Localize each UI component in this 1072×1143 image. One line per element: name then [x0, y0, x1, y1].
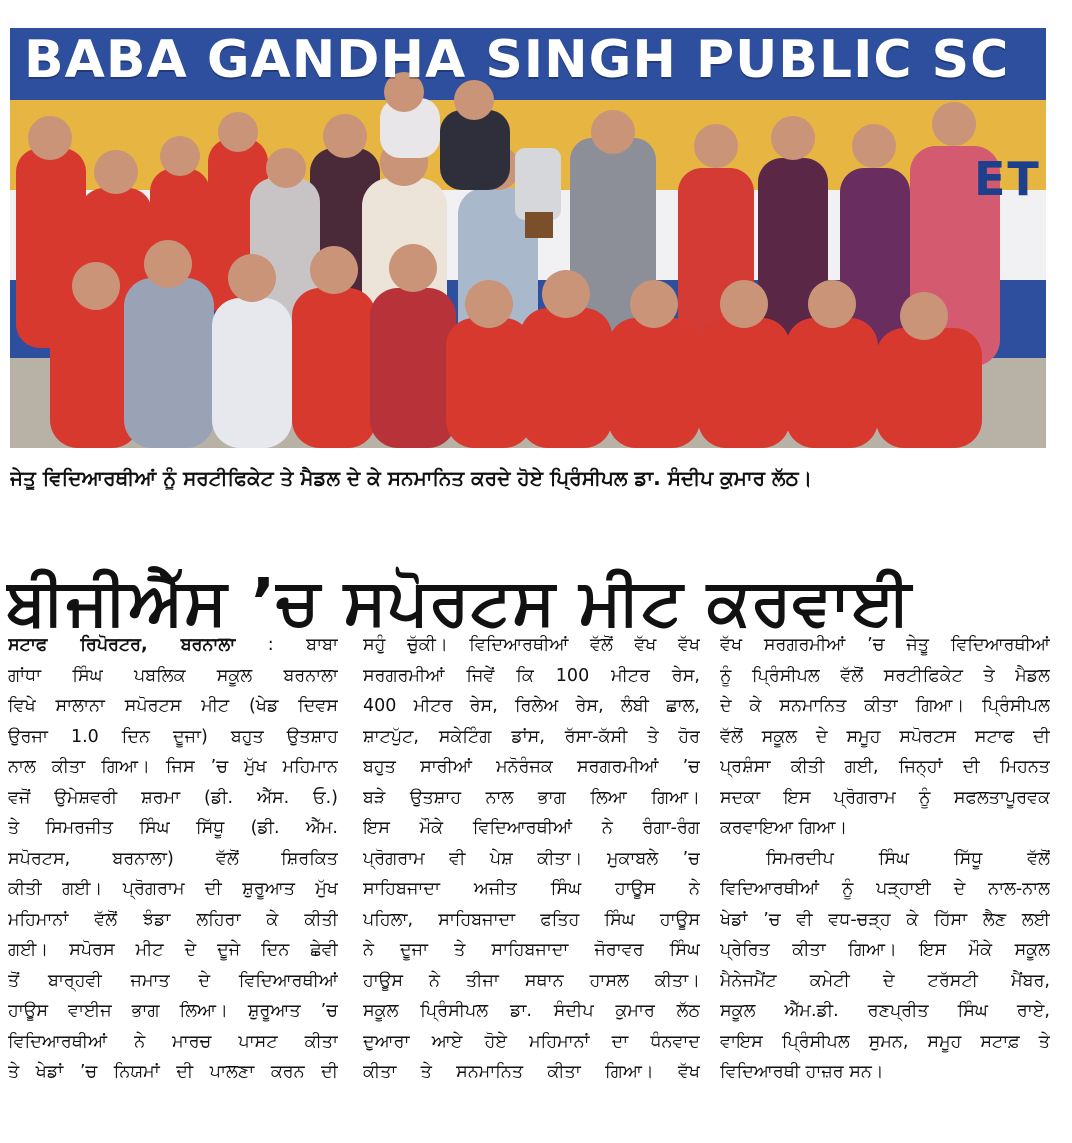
- article-line: ਹਾਊਸ ਵਾਈਜ ਭਾਗ ਲਿਆ। ਸ਼ੁਰੂਆਤ ’ਚ: [8, 1001, 338, 1021]
- article-line: ਮਹਿਮਾਨਾਂ ਵੱਲੋਂ ਝੰਡਾ ਲਹਿਰਾ ਕੇ ਕੀਤੀ: [8, 909, 338, 930]
- article-line: ਦੇ ਕੇ ਸਨਮਾਨਿਤ ਕੀਤਾ ਗਿਆ। ਪ੍ਰਿੰਸੀਪਲ: [720, 696, 1050, 716]
- article-line: ਨੇ ਦੂਜਾ ਤੇ ਸਾਹਿਬਜਾਦਾ ਜੋਰਾਵਰ ਸਿੰਘ: [363, 940, 700, 960]
- headline: ਬੀਜੀਐੱਸ ’ਚ ਸਪੋਰਟਸ ਮੀਟ ਕਰਵਾਈ: [6, 565, 913, 640]
- article-line: ਹਾਊਸ ਨੇ ਤੀਜਾ ਸਥਾਨ ਹਾਸਲ ਕੀਤਾ।: [363, 970, 700, 991]
- article-column-2: [363, 630, 700, 1088]
- article-line: ਵੱਲੋਂ ਸਕੂਲ ਦੇ ਸਮੂਹ ਸਪੋਰਟਸ ਸਟਾਫ ਦੀ: [720, 726, 1050, 747]
- article-line: ਕੀਤੀ ਗਈ। ਪ੍ਰੋਗਰਾਮ ਦੀ ਸ਼ੁਰੂਆਤ ਮੁੱਖ: [8, 879, 338, 899]
- article-line: ਵਿਖੇ ਸਾਲਾਨਾ ਸਪੋਰਟਸ ਮੀਟ (ਖੇਡ ਦਿਵਸ: [8, 696, 338, 716]
- article-column-3: [720, 630, 1050, 1088]
- article-line: 400 ਮੀਟਰ ਰੇਸ, ਰਿਲੇਅ ਰੇਸ, ਲੰਬੀ ਛਾਲ,: [363, 696, 700, 716]
- article-line: ਵੱਖ ਸਰਗਰਮੀਆਂ ’ਚ ਜੇਤੂ ਵਿਦਿਆਰਥੀਆਂ: [720, 635, 1050, 655]
- byline: ਸਟਾਫ ਰਿਪੋਰਟਰ, ਬਰਨਾਲਾ: [8, 635, 236, 655]
- article-line: ਨੂੰ ਪ੍ਰਿੰਸੀਪਲ ਵੱਲੋਂ ਸਰਟੀਫਿਕੇਟ ਤੇ ਮੈਡਲ: [720, 665, 1050, 686]
- article-line: ਸਕੂਲ ਐੱਮ.ਡੀ. ਰਣਪ੍ਰੀਤ ਸਿੰਘ ਰਾਏ,: [720, 1001, 1050, 1021]
- group-photo: [10, 28, 1046, 448]
- article-line: ਦੁਆਰਾ ਆਏ ਹੋਏ ਮਹਿਮਾਨਾਂ ਦਾ ਧੰਨਵਾਦ: [363, 1031, 700, 1052]
- article-line: ਗਾਂਧਾ ਸਿੰਘ ਪਬਲਿਕ ਸਕੂਲ ਬਰਨਾਲਾ: [8, 665, 338, 686]
- article-line: ਸਾਹਿਬਜਾਦਾ ਅਜੀਤ ਸਿੰਘ ਹਾਊਸ ਨੇ: [363, 879, 700, 899]
- article-line: ਬਹੁਤ ਸਾਰੀਆਂ ਮਨੋਰੰਜਕ ਸਰਗਰਮੀਆਂ ’ਚ: [363, 757, 700, 777]
- banner-secondary-text: ET: [974, 152, 1041, 206]
- article-line: ਤੇ ਸਿਮਰਜੀਤ ਸਿੰਘ ਸਿੱਧੂ (ਡੀ. ਐੱਮ.: [8, 818, 338, 838]
- article-line: ਤੋਂ ਬਾਰ੍ਹਵੀ ਜਮਾਤ ਦੇ ਵਿਦਿਆਰਥੀਆਂ: [8, 970, 338, 991]
- article-line: ਵਾਇਸ ਪ੍ਰਿੰਸੀਪਲ ਸੁਮਨ, ਸਮੂਹ ਸਟਾਫ਼ ਤੇ: [720, 1031, 1050, 1052]
- article-line: ਤੇ ਖੇਡਾਂ ’ਚ ਨਿਯਮਾਂ ਦੀ ਪਾਲਣਾ ਕਰਨ ਦੀ: [8, 1062, 338, 1082]
- article-line: ਗਈ। ਸਪੋਰਸ ਮੀਟ ਦੇ ਦੂਜੇ ਦਿਨ ਛੇਵੀ: [8, 940, 338, 960]
- article-line: ਇਸ ਮੌਕੇ ਵਿਦਿਆਰਥੀਆਂ ਨੇ ਰੰਗਾ-ਰੰਗ: [363, 818, 700, 838]
- article-line: ਸ਼ਾਟਪੁੱਟ, ਸਕੇਟਿੰਗ ਡਾਂਸ, ਰੱਸਾ-ਕੱਸੀ ਤੇ ਹੋਰ: [363, 726, 700, 747]
- article-column-1: [8, 630, 338, 1088]
- article-line: ਕਰਵਾਇਆ ਗਿਆ।: [720, 818, 848, 838]
- article-line: ਪ੍ਰਸ਼ੰਸਾ ਕੀਤੀ ਗਈ, ਜਿਨ੍ਹਾਂ ਦੀ ਮਿਹਨਤ: [720, 757, 1050, 777]
- article-line: ਸਕੂਲ ਪ੍ਰਿੰਸੀਪਲ ਡਾ. ਸੰਦੀਪ ਕੁਮਾਰ ਲੱਠ: [363, 1001, 700, 1021]
- article-line: ਬੜੇ ਉਤਸ਼ਾਹ ਨਾਲ ਭਾਗ ਲਿਆ ਗਿਆ।: [363, 787, 700, 808]
- article-line: ਪ੍ਰੇਰਿਤ ਕੀਤਾ ਗਿਆ। ਇਸ ਮੌਕੇ ਸਕੂਲ: [720, 940, 1050, 960]
- article-line: ਉਰਜਾ 1.0 ਦਿਨ ਦੂਜਾ) ਬਹੁਤ ਉਤਸ਼ਾਹ: [8, 726, 338, 747]
- article-line: ਸਪੋਰਟਸ, ਬਰਨਾਲਾ) ਵੱਲੋਂ ਸ਼ਿਰਕਿਤ: [8, 848, 338, 869]
- article-line: ਪਹਿਲਾ, ਸਾਹਿਬਜਾਦਾ ਫਤਿਹ ਸਿੰਘ ਹਾਊਸ: [363, 909, 700, 930]
- banner-school-name: BABA GANDHA SINGH PUBLIC SC: [24, 30, 1010, 90]
- article-line: ਸਹੁੰ ਚੁੱਕੀ। ਵਿਦਿਆਰਥੀਆਂ ਵੱਲੋਂ ਵੱਖ ਵੱਖ: [363, 635, 700, 655]
- article-line: ਨਾਲ ਕੀਤਾ ਗਿਆ। ਜਿਸ ’ਚ ਮੁੱਖ ਮਹਿਮਾਨ: [8, 757, 338, 777]
- article-line: ਵਜੋਂ ਉਮੇਸ਼ਵਰੀ ਸ਼ਰਮਾ (ਡੀ. ਐੱਸ. ਓ.): [8, 787, 338, 808]
- article-line: ਸਟਾਫ ਰਿਪੋਰਟਰ, ਬਰਨਾਲਾ : ਬਾਬਾ: [8, 635, 338, 655]
- photo-illustration: [10, 28, 1046, 448]
- article-line: ਸਦਕਾ ਇਸ ਪ੍ਰੋਗਰਾਮ ਨੂੰ ਸਫਲਤਾਪੂਰਵਕ: [720, 787, 1050, 808]
- article-line: ਵਿਦਿਆਰਥੀ ਹਾਜ਼ਰ ਸਨ।: [720, 1062, 884, 1082]
- article-line: ਮੈਨੇਜਮੈਂਟ ਕਮੇਟੀ ਦੇ ਟਰੱਸਟੀ ਮੈਂਬਰ,: [720, 970, 1050, 991]
- article-line: ਵਿਦਿਆਰਥੀਆਂ ਨੇ ਮਾਰਚ ਪਾਸਟ ਕੀਤਾ: [8, 1031, 338, 1052]
- photo-caption: ਜੇਤੂ ਵਿਦਿਆਰਥੀਆਂ ਨੂੰ ਸਰਟੀਫਿਕੇਟ ਤੇ ਮੈਡਲ ਦੇ ਕੇ ਸਨਮਾਨਿਤ ਕਰਦੇ ਹੋਏ ਪ੍ਰਿੰਸੀਪਲ ਡਾ. ਸੰਦੀਪ ਕੁਮਾਰ ਲੱਠ।: [10, 466, 813, 490]
- article-line: ਸਰਗਰਮੀਆਂ ਜਿਵੇਂ ਕਿ 100 ਮੀਟਰ ਰੇਸ,: [363, 665, 700, 686]
- article-body: [8, 630, 1048, 1130]
- article-line: ਵਿਦਿਆਰਥੀਆਂ ਨੂੰ ਪੜ੍ਹਾਈ ਦੇ ਨਾਲ-ਨਾਲ: [720, 879, 1050, 899]
- article-line: ਸਿਮਰਦੀਪ ਸਿੰਘ ਸਿੱਧੂ ਵੱਲੋਂ: [766, 848, 1050, 869]
- article-line: ਕੀਤਾ ਤੇ ਸਨਮਾਨਿਤ ਕੀਤਾ ਗਿਆ। ਵੱਖ: [363, 1062, 700, 1082]
- article-line: ਖੇਡਾਂ ’ਚ ਵੀ ਵਧ-ਚੜ੍ਹ ਕੇ ਹਿੱਸਾ ਲੈਣ ਲਈ: [720, 909, 1050, 930]
- article-line: ਪ੍ਰੋਗਰਾਮ ਵੀ ਪੇਸ਼ ਕੀਤਾ। ਮੁਕਾਬਲੇ ’ਚ: [363, 848, 700, 869]
